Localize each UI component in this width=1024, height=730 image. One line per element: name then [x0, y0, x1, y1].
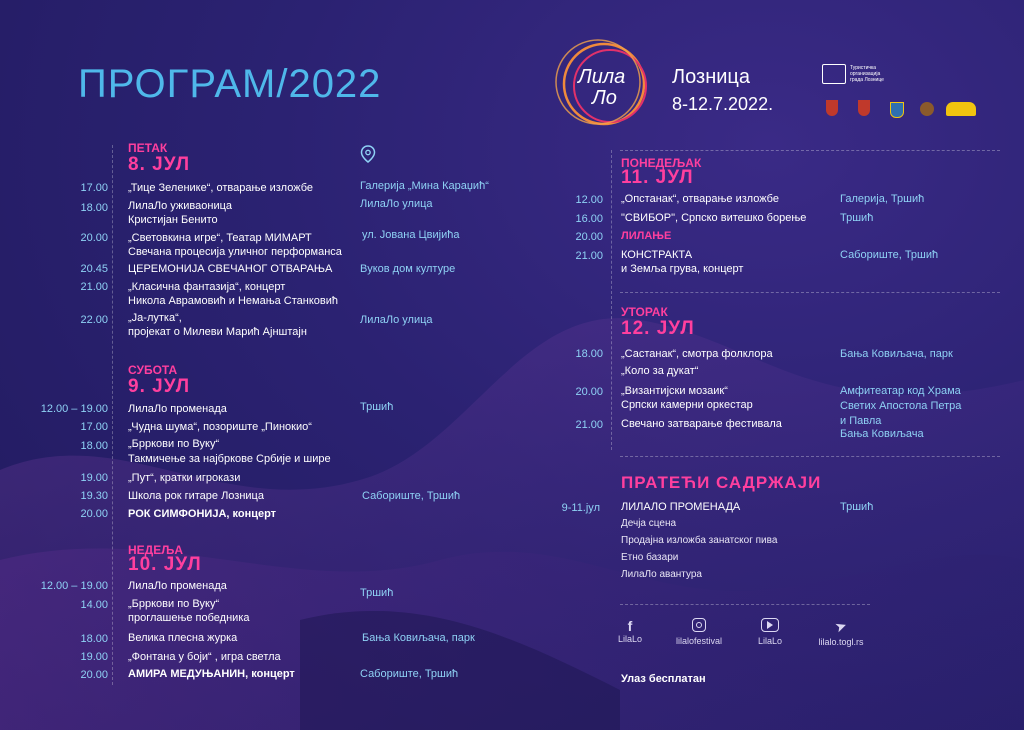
event-title: „Опстанак“, отварање изложбе [621, 193, 779, 205]
event-title: ЛилаЛо променада [128, 403, 227, 415]
day-name: ПОНЕДЕЉАК [621, 156, 702, 170]
event-title: „Чудна шума“, позориште „Пинокио“ [128, 421, 312, 433]
page-title: ПРОГРАМ/2022 [78, 62, 382, 106]
event-time: 16.00 [575, 213, 603, 225]
event-time: 19.00 [80, 651, 108, 663]
shield-icon [890, 102, 904, 118]
event-location: ЛилаЛо улица [360, 198, 433, 210]
coat-of-arms-icon [826, 100, 838, 116]
event-title: ЦЕРЕМОНИЈА СВЕЧАНОГ ОТВАРАЊА [128, 263, 333, 275]
day-name: СУБОТА [128, 363, 178, 377]
coat-of-arms-icon [858, 100, 870, 116]
youtube-icon [761, 618, 779, 632]
event-time: 21.00 [575, 419, 603, 431]
event-time: 17.00 [80, 421, 108, 433]
day-date: 12. ЈУЛ [621, 318, 695, 339]
divider [611, 150, 612, 450]
event-subtitle: пројекат о Милеви Марић Ајнштајн [128, 326, 307, 338]
free-entry-text: Улаз бесплатан [621, 673, 706, 685]
logo-line2: Ло [592, 87, 617, 109]
logo-dates: 8-12.7.2022. [672, 94, 774, 114]
day-date: 9. ЈУЛ [128, 376, 191, 397]
event-location: Сабориште, Тршић [362, 490, 461, 502]
event-location: Тршић [360, 401, 394, 413]
event-title: „Тице Зеленике“, отварање изложбе [128, 182, 313, 194]
extras-item: Етно базари [621, 552, 679, 563]
day-date: 8. ЈУЛ [128, 154, 191, 175]
day-date: 11. ЈУЛ [621, 167, 694, 188]
event-title: КОНСТРАКТА [621, 249, 693, 261]
tourist-org-logo-icon [822, 64, 846, 84]
event-subtitle: Никола Аврамовић и Немања Станковић [128, 295, 339, 307]
event-subtitle: Српски камерни оркестар [621, 399, 753, 411]
event-location: ул. Јована Цвијића [362, 229, 460, 241]
event-title: ЛИЛАЊЕ [621, 230, 672, 242]
event-title: ЛилаЛо променада [128, 580, 227, 592]
event-time: 18.00 [80, 202, 108, 214]
event-time: 20.00 [80, 232, 108, 244]
event-title: „Византијски мозаик“ [621, 385, 728, 397]
divider [620, 292, 1000, 293]
event-title: „Фонтана у боји“ , игра светла [128, 651, 281, 663]
event-title: „Брркови по Вуку“ [128, 438, 220, 450]
instagram-icon [692, 618, 706, 632]
event-time: 18.00 [575, 348, 603, 360]
event-title: „Коло за дукат“ [621, 365, 699, 377]
event-title: Велика плесна журка [128, 632, 238, 644]
day-name: УТОРАК [621, 305, 668, 319]
event-title: „Класична фантазија“, концерт [128, 281, 286, 293]
day-name: ПЕТАК [128, 141, 168, 155]
event-time: 12.00 – 19.00 [40, 580, 108, 592]
event-time: 20.45 [80, 263, 108, 275]
extras-item: Продајна изложба занатског пива [621, 535, 778, 546]
event-location: Галерија „Мина Караџић“ [360, 180, 489, 192]
social-website[interactable] [806, 618, 876, 647]
event-location: Тршић [840, 212, 874, 224]
divider [620, 150, 1000, 151]
extras-item: Дечја сцена [621, 518, 677, 529]
extras-location: Тршић [840, 501, 874, 513]
event-location: Сабориште, Тршић [360, 668, 459, 680]
event-title: "СВИБОР", Српско витешко борење [621, 212, 807, 224]
event-location: Тршић [360, 587, 394, 599]
event-location: Галерија, Тршић [840, 193, 925, 205]
lilalo-logo-icon [548, 36, 666, 132]
social-label: lilalofestival [675, 636, 723, 646]
event-location: Бања Ковиљача, парк [840, 348, 953, 360]
event-time: 20.00 [80, 669, 108, 681]
extras-title: ПРАТЕЋИ САДРЖАЈИ [621, 473, 822, 492]
event-time: 21.00 [80, 281, 108, 293]
sponsor-text: Туристичка организација града Лознице [850, 65, 884, 83]
cursor-icon: ➤ [832, 616, 850, 636]
emblem-icon [920, 102, 934, 116]
day-name: НЕДЕЉА [128, 543, 184, 557]
event-title: „Брркови по Вуку“ [128, 598, 220, 610]
event-time: 20.00 [575, 231, 603, 243]
event-subtitle: Такмичење за најбркове Србије и шире [128, 453, 331, 465]
event-time: 14.00 [80, 599, 108, 611]
event-time: 12.00 – 19.00 [40, 403, 108, 415]
extras-head: ЛИЛАЛО ПРОМЕНАДА [621, 501, 741, 513]
divider [620, 456, 1000, 457]
divider [112, 145, 113, 685]
event-location: ЛилаЛо улица [360, 314, 433, 326]
event-time: 22.00 [80, 314, 108, 326]
event-title: „Световкина игре“, Театар МИМАРТ [128, 232, 312, 244]
divider [620, 604, 870, 605]
social-label: lilalo.togl.rs [818, 637, 864, 647]
social-facebook[interactable] [610, 618, 650, 644]
event-title: „Ја-лутка“, [128, 312, 182, 324]
extras-item: ЛилаЛо авантура [621, 569, 702, 580]
sun-logo-icon [946, 102, 976, 116]
event-subtitle: проглашење победника [128, 612, 250, 624]
event-location: Сабориште, Тршић [840, 249, 939, 261]
event-title: „Пут“, кратки игрокази [128, 472, 241, 484]
extras-time: 9-11.јул [561, 502, 600, 514]
event-title: ЛилаЛо уживаоница [128, 200, 233, 212]
event-time: 19.00 [80, 472, 108, 484]
event-time: 18.00 [80, 440, 108, 452]
event-time: 20.00 [80, 508, 108, 520]
event-title: Школа рок гитаре Лозница [128, 490, 264, 502]
event-location: Бања Ковиљача [840, 428, 924, 440]
event-location: Бања Ковиљача, парк [362, 632, 475, 644]
event-subtitle: и Земља грува, концерт [621, 263, 744, 275]
location-pin-icon [360, 145, 376, 163]
day-date: 10. ЈУЛ [128, 554, 202, 575]
event-location: Амфитеатар код Храма Светих Апостола Петра и Павла [840, 385, 962, 427]
event-title: „Састанак“, смотра фолклора [621, 348, 773, 360]
logo-city: Лозница [672, 66, 750, 88]
event-subtitle: Кристијан Бенито [128, 214, 218, 226]
event-location: Вуков дом културе [360, 263, 456, 275]
event-subtitle: Свечана процесија уличног перформанса [128, 246, 342, 258]
social-label: LilaLo [757, 636, 783, 646]
event-time: 20.00 [575, 386, 603, 398]
event-title: Свечано затварање фестивала [621, 418, 782, 430]
event-title: РОК СИМФОНИЈА, концерт [128, 508, 277, 520]
event-time: 12.00 [575, 194, 603, 206]
social-instagram[interactable] [664, 618, 734, 646]
event-time: 18.00 [80, 633, 108, 645]
event-time: 17.00 [80, 182, 108, 194]
event-time: 19.30 [80, 490, 108, 502]
social-label: LilaLo [617, 634, 643, 644]
social-youtube[interactable] [750, 618, 790, 646]
logo-line1: Лила [578, 66, 626, 88]
event-title: АМИРА МЕДУЊАНИН, концерт [128, 668, 295, 680]
facebook-icon: f [627, 618, 633, 634]
event-time: 21.00 [575, 250, 603, 262]
